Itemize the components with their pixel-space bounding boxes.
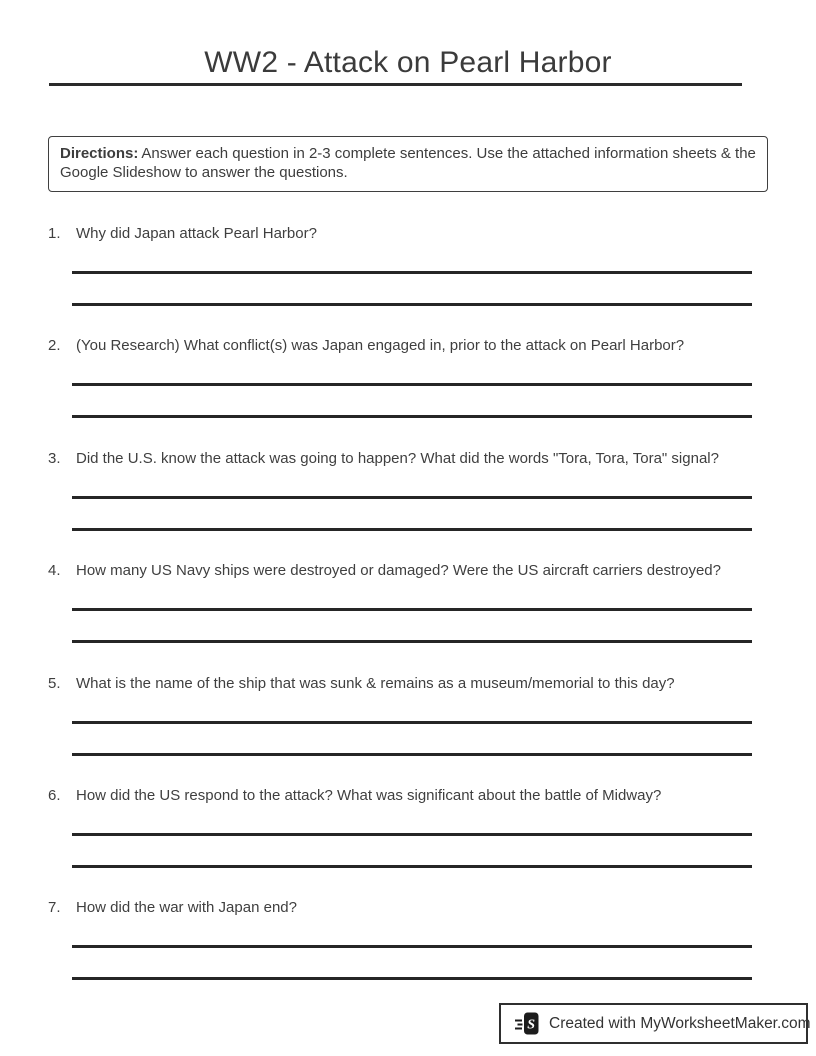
answer-line bbox=[72, 415, 752, 418]
question-block bbox=[48, 336, 752, 448]
footer-credit-box bbox=[499, 1003, 811, 1044]
answer-line bbox=[72, 977, 752, 980]
question-block bbox=[48, 449, 752, 561]
question-block bbox=[48, 898, 752, 1010]
question-number: 5. bbox=[48, 674, 61, 692]
question-text: How many US Navy ships were destroyed or damaged? Were the US aircraft carriers destroyed? bbox=[76, 562, 721, 580]
answer-line bbox=[72, 271, 752, 274]
directions-text: Answer each question in 2-3 complete sentences. Use the attached information sheets & the Google Slideshow to answer the questions. bbox=[60, 145, 756, 181]
question-row bbox=[48, 336, 752, 356]
page-title: WW2 - Attack on Pearl Harbor bbox=[204, 46, 612, 79]
questions-list bbox=[48, 224, 752, 1011]
answer-line bbox=[72, 608, 752, 611]
question-number: 6. bbox=[48, 786, 61, 804]
question-text: How did the US respond to the attack? What was significant about the battle of Midway? bbox=[76, 786, 662, 804]
question-text: Did the U.S. know the attack was going to happen? What did the words "Tora, Tora, Tora" signal? bbox=[76, 449, 719, 467]
answer-line bbox=[72, 383, 752, 386]
question-number: 4. bbox=[48, 562, 61, 580]
question-number: 3. bbox=[48, 449, 61, 467]
answer-line bbox=[72, 528, 752, 531]
question-row bbox=[48, 786, 752, 806]
question-block bbox=[48, 561, 752, 673]
directions-box bbox=[48, 136, 768, 192]
question-row bbox=[48, 561, 752, 581]
answer-line bbox=[72, 721, 752, 724]
title-underline bbox=[49, 83, 742, 86]
answer-line bbox=[72, 945, 752, 948]
answer-line bbox=[72, 833, 752, 836]
answer-line bbox=[72, 753, 752, 756]
directions-label: Directions: bbox=[60, 145, 139, 162]
question-text: How did the war with Japan end? bbox=[76, 899, 297, 917]
answer-line bbox=[72, 865, 752, 868]
question-text: What is the name of the ship that was sunk & remains as a museum/memorial to this day? bbox=[76, 674, 675, 692]
worksheet-maker-logo-icon bbox=[515, 1010, 540, 1037]
svg-text:S: S bbox=[527, 1017, 536, 1033]
question-row bbox=[48, 898, 752, 918]
answer-line bbox=[72, 496, 752, 499]
question-block bbox=[48, 674, 752, 786]
question-number: 2. bbox=[48, 337, 61, 355]
answer-line bbox=[72, 303, 752, 306]
footer-credit-text: Created with MyWorksheetMaker.com bbox=[549, 1014, 811, 1032]
question-block bbox=[48, 786, 752, 898]
question-row bbox=[48, 224, 752, 244]
question-row bbox=[48, 449, 752, 469]
question-text: (You Research) What conflict(s) was Japan engaged in, prior to the attack on Pearl Harbor? bbox=[76, 337, 685, 355]
question-number: 1. bbox=[48, 225, 61, 242]
question-block bbox=[48, 224, 752, 336]
answer-line bbox=[72, 640, 752, 643]
question-row bbox=[48, 674, 752, 694]
question-text: Why did Japan attack Pearl Harbor? bbox=[76, 225, 317, 242]
question-number: 7. bbox=[48, 899, 61, 917]
